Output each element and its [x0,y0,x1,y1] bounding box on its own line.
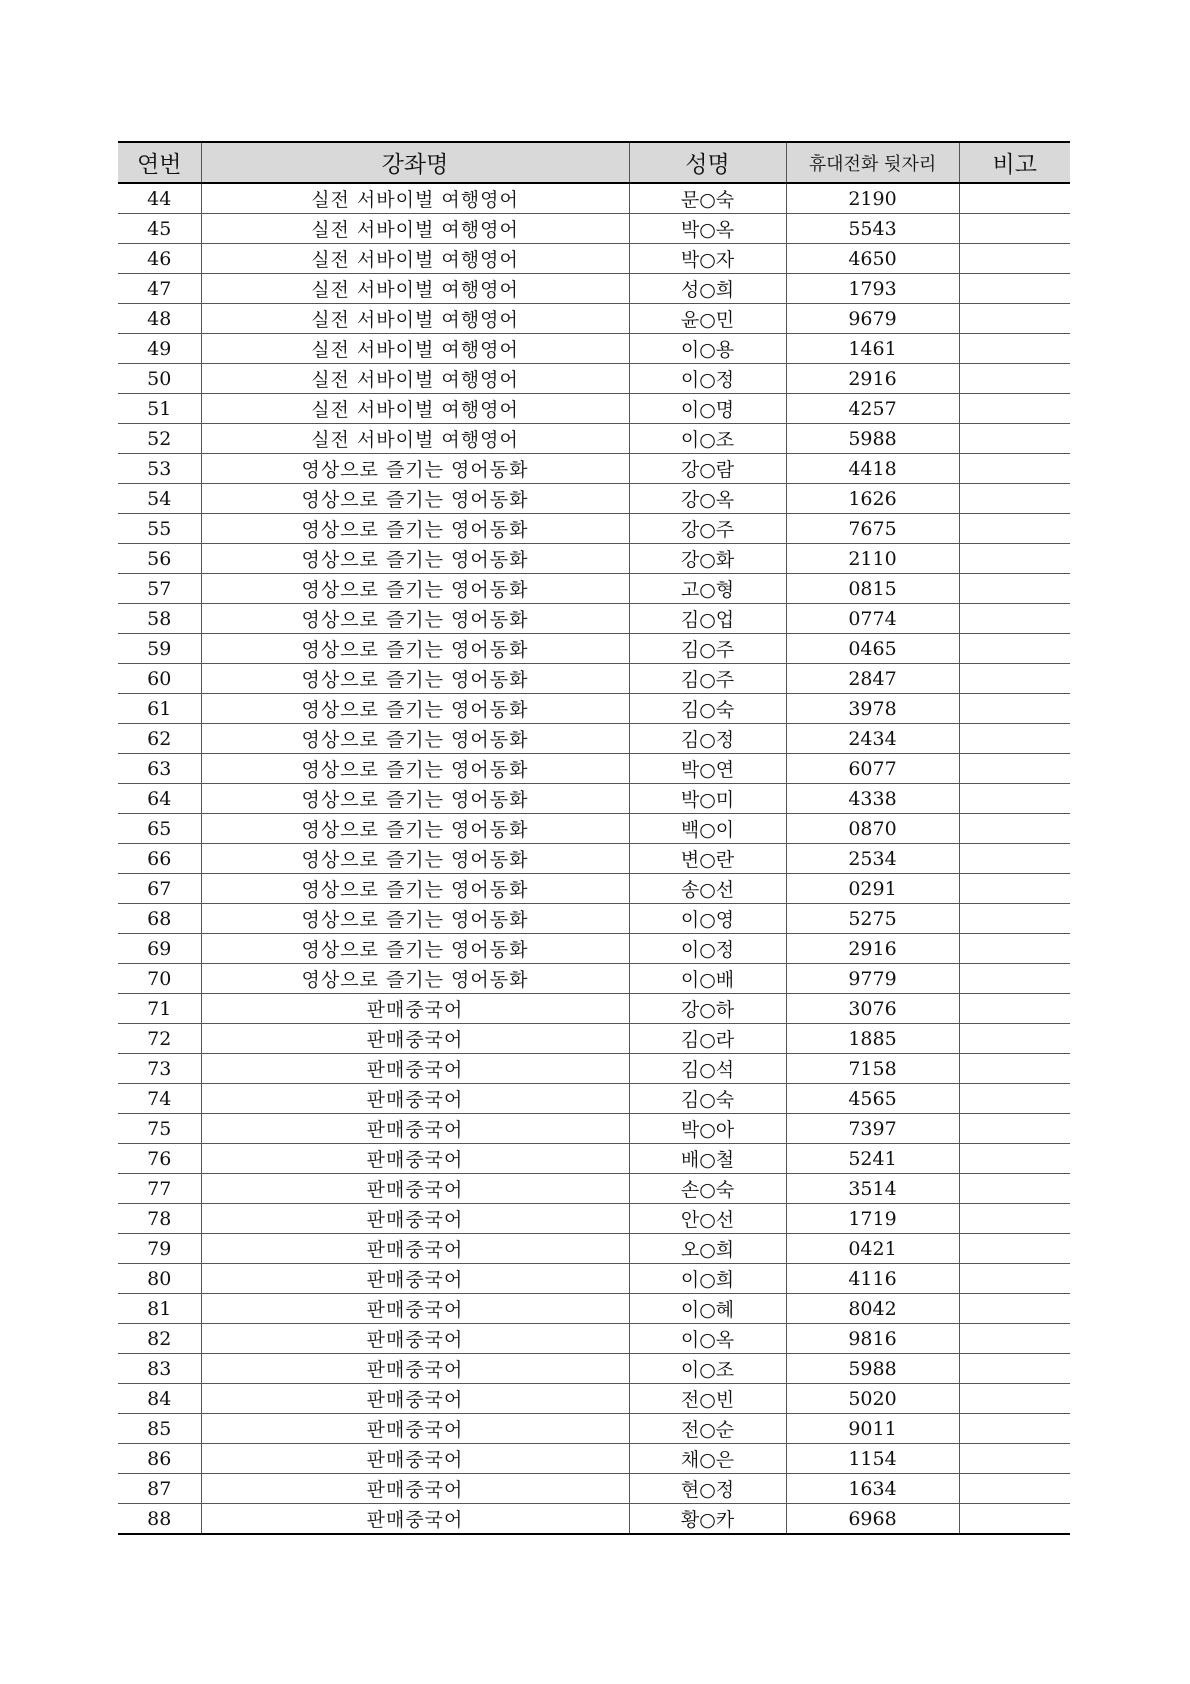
cell-phone: 4565 [786,1084,959,1114]
cell-number: 44 [118,183,201,214]
cell-name: 고○형 [629,574,786,604]
cell-number: 79 [118,1234,201,1264]
cell-name: 이○희 [629,1264,786,1294]
table-row [118,1204,1070,1234]
cell-remarks [959,1204,1070,1234]
cell-course: 영상으로 즐기는 영어동화 [201,904,629,934]
cell-number: 66 [118,844,201,874]
cell-phone: 4650 [786,244,959,274]
cell-course: 판매중국어 [201,1024,629,1054]
cell-name: 이○영 [629,904,786,934]
table-row [118,844,1070,874]
table-row [118,604,1070,634]
cell-course: 판매중국어 [201,1444,629,1474]
cell-course: 판매중국어 [201,1294,629,1324]
cell-name: 박○미 [629,784,786,814]
cell-name: 오○희 [629,1234,786,1264]
cell-course: 영상으로 즐기는 영어동화 [201,724,629,754]
cell-remarks [959,964,1070,994]
cell-remarks [959,664,1070,694]
cell-number: 58 [118,604,201,634]
cell-number: 49 [118,334,201,364]
cell-name: 이○명 [629,394,786,424]
cell-remarks [959,1234,1070,1264]
cell-phone: 6968 [786,1504,959,1535]
cell-phone: 0815 [786,574,959,604]
cell-remarks [959,814,1070,844]
cell-number: 67 [118,874,201,904]
cell-remarks [959,1084,1070,1114]
cell-phone: 9679 [786,304,959,334]
header-remarks: 비고 [959,142,1070,183]
cell-remarks [959,1354,1070,1384]
cell-name: 이○조 [629,424,786,454]
cell-phone: 2434 [786,724,959,754]
table-row [118,1264,1070,1294]
cell-course: 실전 서바이벌 여행영어 [201,334,629,364]
header-course: 강좌명 [201,142,629,183]
table-row [118,1144,1070,1174]
cell-name: 이○조 [629,1354,786,1384]
cell-phone: 2916 [786,934,959,964]
cell-number: 85 [118,1414,201,1444]
enrollment-table [118,141,1070,1535]
cell-number: 77 [118,1174,201,1204]
cell-name: 이○용 [629,334,786,364]
cell-name: 이○배 [629,964,786,994]
cell-phone: 4257 [786,394,959,424]
cell-remarks [959,874,1070,904]
cell-course: 판매중국어 [201,1144,629,1174]
cell-remarks [959,1474,1070,1504]
cell-number: 73 [118,1054,201,1084]
cell-phone: 0870 [786,814,959,844]
cell-course: 실전 서바이벌 여행영어 [201,214,629,244]
cell-phone: 7158 [786,1054,959,1084]
cell-number: 50 [118,364,201,394]
cell-remarks [959,1444,1070,1474]
cell-number: 69 [118,934,201,964]
cell-course: 영상으로 즐기는 영어동화 [201,964,629,994]
table-row [118,1084,1070,1114]
table-row [118,1054,1070,1084]
cell-remarks [959,994,1070,1024]
cell-phone: 2110 [786,544,959,574]
cell-remarks [959,604,1070,634]
cell-remarks [959,1414,1070,1444]
cell-number: 68 [118,904,201,934]
cell-remarks [959,214,1070,244]
cell-name: 손○숙 [629,1174,786,1204]
cell-number: 76 [118,1144,201,1174]
cell-name: 박○연 [629,754,786,784]
cell-remarks [959,544,1070,574]
cell-course: 영상으로 즐기는 영어동화 [201,604,629,634]
cell-phone: 4116 [786,1264,959,1294]
table-row [118,1294,1070,1324]
cell-number: 45 [118,214,201,244]
table-row [118,183,1070,214]
cell-remarks [959,904,1070,934]
table-row [118,1354,1070,1384]
cell-name: 윤○민 [629,304,786,334]
cell-course: 판매중국어 [201,1234,629,1264]
cell-course: 판매중국어 [201,1054,629,1084]
table-row [118,784,1070,814]
cell-course: 판매중국어 [201,994,629,1024]
cell-name: 박○자 [629,244,786,274]
table-row [118,964,1070,994]
cell-number: 82 [118,1324,201,1354]
table-row [118,754,1070,784]
cell-course: 판매중국어 [201,1174,629,1204]
cell-phone: 2847 [786,664,959,694]
cell-name: 강○하 [629,994,786,1024]
header-number: 연번 [118,142,201,183]
cell-name: 전○순 [629,1414,786,1444]
cell-name: 황○카 [629,1504,786,1535]
table-row [118,724,1070,754]
cell-phone: 6077 [786,754,959,784]
cell-phone: 0421 [786,1234,959,1264]
cell-number: 72 [118,1024,201,1054]
cell-remarks [959,1054,1070,1084]
cell-number: 48 [118,304,201,334]
cell-number: 62 [118,724,201,754]
cell-number: 84 [118,1384,201,1414]
cell-phone: 7397 [786,1114,959,1144]
cell-phone: 2916 [786,364,959,394]
cell-number: 54 [118,484,201,514]
cell-phone: 8042 [786,1294,959,1324]
cell-number: 57 [118,574,201,604]
table-row [118,424,1070,454]
cell-phone: 1793 [786,274,959,304]
cell-name: 김○숙 [629,694,786,724]
cell-name: 강○옥 [629,484,786,514]
cell-number: 74 [118,1084,201,1114]
cell-name: 강○화 [629,544,786,574]
cell-remarks [959,1384,1070,1414]
cell-name: 박○옥 [629,214,786,244]
cell-remarks [959,244,1070,274]
cell-course: 영상으로 즐기는 영어동화 [201,574,629,604]
table-row [118,1024,1070,1054]
cell-course: 판매중국어 [201,1114,629,1144]
cell-phone: 0465 [786,634,959,664]
cell-remarks [959,754,1070,784]
cell-remarks [959,183,1070,214]
cell-phone: 5543 [786,214,959,244]
cell-name: 현○정 [629,1474,786,1504]
cell-phone: 9816 [786,1324,959,1354]
cell-phone: 4338 [786,784,959,814]
cell-course: 영상으로 즐기는 영어동화 [201,934,629,964]
cell-course: 영상으로 즐기는 영어동화 [201,754,629,784]
cell-course: 판매중국어 [201,1414,629,1444]
cell-course: 영상으로 즐기는 영어동화 [201,634,629,664]
cell-course: 판매중국어 [201,1204,629,1234]
cell-number: 83 [118,1354,201,1384]
cell-phone: 5020 [786,1384,959,1414]
cell-number: 87 [118,1474,201,1504]
cell-course: 판매중국어 [201,1384,629,1414]
cell-phone: 9779 [786,964,959,994]
cell-phone: 5988 [786,424,959,454]
cell-remarks [959,574,1070,604]
cell-number: 80 [118,1264,201,1294]
cell-course: 영상으로 즐기는 영어동화 [201,784,629,814]
cell-name: 백○이 [629,814,786,844]
table-row [118,394,1070,424]
cell-phone: 1719 [786,1204,959,1234]
table-row [118,274,1070,304]
cell-remarks [959,304,1070,334]
cell-remarks [959,514,1070,544]
cell-number: 53 [118,454,201,484]
cell-course: 영상으로 즐기는 영어동화 [201,814,629,844]
cell-name: 김○주 [629,664,786,694]
table-row [118,1384,1070,1414]
cell-remarks [959,394,1070,424]
cell-remarks [959,724,1070,754]
cell-course: 영상으로 즐기는 영어동화 [201,544,629,574]
cell-name: 강○주 [629,514,786,544]
cell-number: 63 [118,754,201,784]
table-row [118,1324,1070,1354]
table-row [118,544,1070,574]
cell-course: 실전 서바이벌 여행영어 [201,424,629,454]
cell-number: 46 [118,244,201,274]
cell-phone: 1461 [786,334,959,364]
cell-number: 81 [118,1294,201,1324]
cell-course: 판매중국어 [201,1504,629,1535]
cell-course: 영상으로 즐기는 영어동화 [201,664,629,694]
cell-name: 이○옥 [629,1324,786,1354]
cell-phone: 1634 [786,1474,959,1504]
cell-name: 김○업 [629,604,786,634]
cell-number: 70 [118,964,201,994]
cell-remarks [959,334,1070,364]
cell-course: 실전 서바이벌 여행영어 [201,304,629,334]
cell-remarks [959,484,1070,514]
cell-course: 실전 서바이벌 여행영어 [201,244,629,274]
cell-phone: 1154 [786,1444,959,1474]
header-name: 성명 [629,142,786,183]
cell-phone: 4418 [786,454,959,484]
table-row [118,664,1070,694]
table-row [118,874,1070,904]
cell-number: 75 [118,1114,201,1144]
table-row [118,1444,1070,1474]
cell-number: 59 [118,634,201,664]
cell-number: 61 [118,694,201,724]
cell-name: 이○정 [629,934,786,964]
cell-remarks [959,364,1070,394]
cell-course: 판매중국어 [201,1264,629,1294]
cell-remarks [959,1264,1070,1294]
cell-number: 60 [118,664,201,694]
cell-number: 64 [118,784,201,814]
cell-phone: 9011 [786,1414,959,1444]
cell-number: 51 [118,394,201,424]
cell-number: 78 [118,1204,201,1234]
table-row [118,484,1070,514]
table-row [118,1174,1070,1204]
cell-course: 판매중국어 [201,1324,629,1354]
table-row [118,244,1070,274]
cell-course: 판매중국어 [201,1084,629,1114]
cell-number: 88 [118,1504,201,1535]
cell-course: 영상으로 즐기는 영어동화 [201,484,629,514]
table-row [118,574,1070,604]
table-row [118,364,1070,394]
table-row [118,334,1070,364]
table-row [118,1474,1070,1504]
cell-phone: 3514 [786,1174,959,1204]
cell-course: 영상으로 즐기는 영어동화 [201,694,629,724]
table-body [118,183,1070,1534]
cell-course: 실전 서바이벌 여행영어 [201,364,629,394]
table-row [118,634,1070,664]
cell-phone: 3076 [786,994,959,1024]
cell-name: 변○란 [629,844,786,874]
cell-course: 실전 서바이벌 여행영어 [201,183,629,214]
cell-course: 영상으로 즐기는 영어동화 [201,874,629,904]
cell-number: 65 [118,814,201,844]
cell-number: 47 [118,274,201,304]
cell-course: 판매중국어 [201,1474,629,1504]
cell-course: 실전 서바이벌 여행영어 [201,394,629,424]
table-row [118,1114,1070,1144]
cell-number: 71 [118,994,201,1024]
cell-course: 영상으로 즐기는 영어동화 [201,454,629,484]
cell-remarks [959,1294,1070,1324]
cell-course: 영상으로 즐기는 영어동화 [201,844,629,874]
cell-name: 전○빈 [629,1384,786,1414]
cell-name: 김○정 [629,724,786,754]
cell-name: 안○선 [629,1204,786,1234]
cell-course: 실전 서바이벌 여행영어 [201,274,629,304]
cell-phone: 7675 [786,514,959,544]
table-row [118,454,1070,484]
cell-phone: 0291 [786,874,959,904]
cell-course: 판매중국어 [201,1354,629,1384]
cell-phone: 1885 [786,1024,959,1054]
cell-remarks [959,934,1070,964]
table-row [118,994,1070,1024]
table-row [118,904,1070,934]
cell-name: 김○숙 [629,1084,786,1114]
cell-name: 김○석 [629,1054,786,1084]
cell-phone: 2190 [786,183,959,214]
table-row [118,694,1070,724]
table-row [118,1414,1070,1444]
table-row [118,1234,1070,1264]
cell-remarks [959,454,1070,484]
cell-name: 성○희 [629,274,786,304]
cell-name: 배○철 [629,1144,786,1174]
cell-name: 이○혜 [629,1294,786,1324]
cell-remarks [959,1114,1070,1144]
cell-remarks [959,424,1070,454]
cell-remarks [959,1504,1070,1535]
table-row [118,304,1070,334]
cell-name: 박○아 [629,1114,786,1144]
cell-phone: 3978 [786,694,959,724]
cell-remarks [959,1144,1070,1174]
table-header-row [118,142,1070,183]
cell-name: 송○선 [629,874,786,904]
cell-number: 56 [118,544,201,574]
cell-remarks [959,844,1070,874]
cell-name: 강○람 [629,454,786,484]
header-phone: 휴대전화 뒷자리 [786,142,959,183]
cell-remarks [959,1324,1070,1354]
cell-phone: 5275 [786,904,959,934]
cell-course: 영상으로 즐기는 영어동화 [201,514,629,544]
cell-number: 86 [118,1444,201,1474]
cell-phone: 5988 [786,1354,959,1384]
cell-phone: 0774 [786,604,959,634]
cell-number: 55 [118,514,201,544]
table-row [118,214,1070,244]
cell-name: 문○숙 [629,183,786,214]
cell-phone: 1626 [786,484,959,514]
cell-name: 김○주 [629,634,786,664]
table-row [118,814,1070,844]
cell-name: 김○라 [629,1024,786,1054]
cell-remarks [959,634,1070,664]
cell-phone: 2534 [786,844,959,874]
cell-remarks [959,694,1070,724]
cell-number: 52 [118,424,201,454]
cell-remarks [959,1024,1070,1054]
cell-name: 이○정 [629,364,786,394]
cell-remarks [959,1174,1070,1204]
table-row [118,1504,1070,1535]
cell-remarks [959,784,1070,814]
table-row [118,514,1070,544]
cell-phone: 5241 [786,1144,959,1174]
cell-name: 채○은 [629,1444,786,1474]
cell-remarks [959,274,1070,304]
table-row [118,934,1070,964]
